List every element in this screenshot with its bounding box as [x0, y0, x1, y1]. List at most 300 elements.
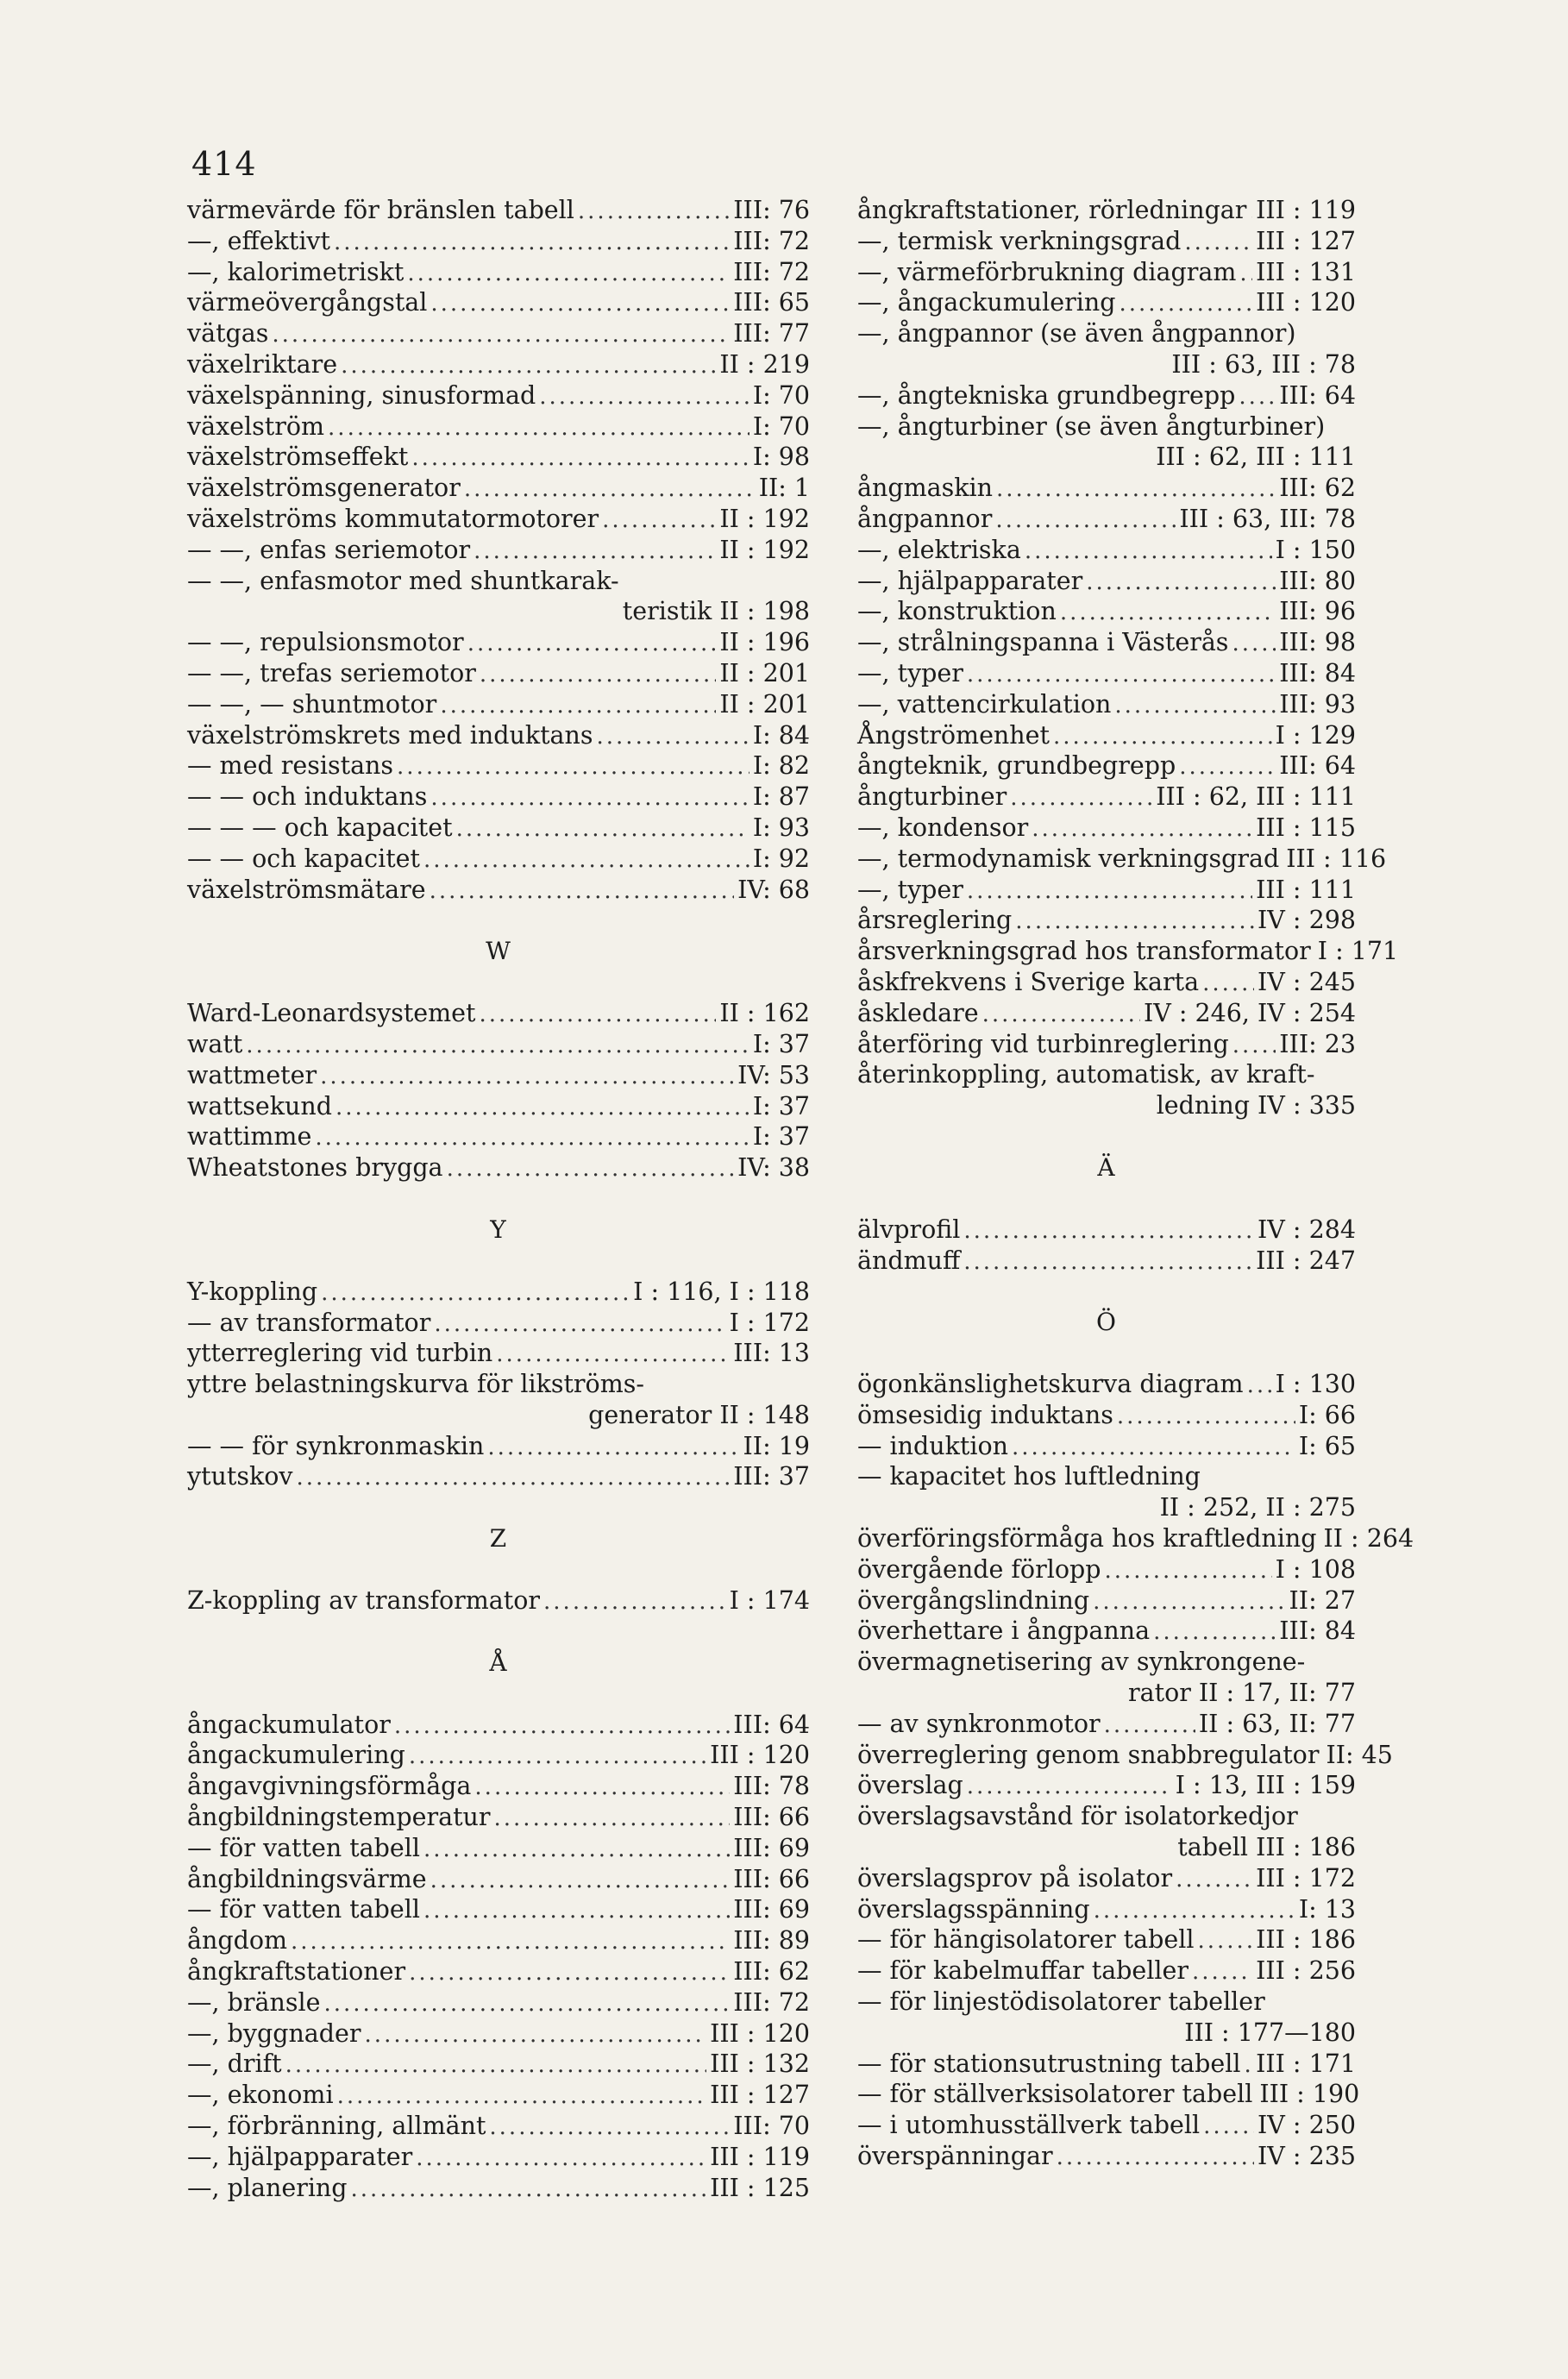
page-reference: III: 69 — [733, 1833, 810, 1862]
index-term: Ward-Leonardsystemet — [187, 999, 476, 1028]
index-term: Y-koppling — [187, 1277, 318, 1306]
index-term: — — och induktans — [187, 782, 428, 812]
page-reference: IV: 53 — [737, 1060, 810, 1089]
page-reference: I : 174 — [729, 1586, 810, 1616]
index-term: — —, enfasmotor med shuntkarak- — [187, 566, 619, 595]
index-entry — [857, 596, 1356, 627]
index-entry — [187, 750, 810, 781]
dot-leader — [1053, 722, 1272, 753]
index-entry — [187, 998, 810, 1029]
index-entry — [857, 535, 1356, 566]
index-term: ångpannor — [857, 504, 993, 533]
index-entry — [857, 411, 1356, 443]
dot-leader — [1015, 907, 1254, 938]
dot-leader — [1086, 568, 1276, 599]
index-entry — [187, 1771, 810, 1802]
index-term: —, kalorimetriskt — [187, 257, 405, 286]
page-number: 414 — [191, 145, 257, 183]
index-term: övermagnetisering av synkrongene- — [857, 1648, 1306, 1677]
index-entry — [857, 905, 1356, 936]
index-entry — [187, 2173, 810, 2204]
dot-leader — [397, 752, 750, 783]
page-reference: III : 115 — [1256, 813, 1356, 842]
page-reference: II : 201 — [719, 658, 810, 687]
index-term: värmeövergångstal — [187, 288, 428, 317]
index-term: —, hjälpapparater — [857, 566, 1083, 595]
dot-leader — [440, 691, 716, 722]
index-entry — [857, 504, 1356, 535]
index-term: årsreglering — [857, 906, 1013, 935]
index-term: överspänningar — [857, 2142, 1053, 2171]
index-term: överslagsavstånd för isolatorkedjor — [857, 1802, 1298, 1831]
index-entry — [857, 875, 1356, 906]
page-reference: I : 171 — [1317, 937, 1399, 966]
index-entry — [857, 226, 1356, 257]
dot-leader — [409, 1742, 706, 1773]
page-reference: III : 131 — [1256, 257, 1356, 286]
dot-leader — [341, 351, 716, 382]
page-reference: I: 87 — [752, 782, 810, 812]
index-term: —, ångturbiner (se även ångturbiner) — [857, 411, 1326, 441]
dot-leader — [1239, 259, 1252, 290]
index-entry — [187, 195, 810, 226]
page-reference: III: 84 — [1279, 658, 1356, 687]
index-term: —, ångtekniska grundbegrepp — [857, 380, 1236, 410]
dot-leader — [496, 1340, 730, 1371]
index-term: ögonkänslighetskurva diagram — [857, 1370, 1244, 1399]
page-reference: III : 172 — [1256, 1863, 1356, 1893]
index-entry — [857, 2141, 1356, 2172]
dot-leader — [430, 1866, 731, 1897]
index-term: — för ställverksisolatorer tabell — [857, 2080, 1253, 2109]
page-reference: III: 65 — [733, 288, 810, 317]
dot-leader — [337, 2081, 707, 2112]
index-term: Wheatstones brygga — [187, 1153, 443, 1183]
index-entry — [857, 257, 1356, 288]
index-term: — för linjestödisolatorer tabeller — [857, 1987, 1265, 2017]
index-entry — [857, 689, 1356, 720]
index-term: växelström — [187, 411, 325, 441]
dot-leader — [1232, 1031, 1276, 1062]
page-reference: III : 247 — [1256, 1246, 1356, 1275]
index-entry — [857, 1461, 1356, 1492]
dot-leader — [1250, 197, 1252, 228]
index-entry-continuation: teristik II : 198 — [622, 597, 810, 626]
page-reference: III: 62 — [1279, 474, 1356, 503]
dot-leader — [995, 505, 1176, 537]
index-entry — [857, 1647, 1356, 1678]
index-entry — [857, 1431, 1356, 1462]
index-entry — [857, 1029, 1356, 1060]
page-reference: I: 70 — [752, 411, 810, 441]
index-term: överslagsprov på isolator — [857, 1863, 1173, 1893]
page-reference: III: 77 — [733, 319, 810, 348]
index-term: ångackumulator — [187, 1710, 391, 1739]
index-entry — [187, 875, 810, 906]
dot-leader — [489, 2112, 730, 2144]
dot-leader — [409, 1958, 730, 1989]
page-reference: III : 120 — [710, 2018, 810, 2048]
page-reference: IV: 68 — [737, 875, 810, 904]
page-reference: I: 70 — [752, 380, 810, 410]
index-term: yttre belastningskurva för likströms- — [187, 1370, 644, 1399]
page-reference: III : 120 — [1256, 288, 1356, 317]
dot-leader — [1025, 537, 1272, 568]
index-term: — induktion — [857, 1431, 1008, 1460]
dot-leader — [480, 1000, 717, 1031]
section-letter-heading: Å — [489, 1648, 508, 1677]
index-entry-continuation: tabell III : 186 — [1177, 1833, 1356, 1862]
index-term: —, förbränning, allmänt — [187, 2112, 486, 2141]
index-entry — [187, 1925, 810, 1956]
index-entry — [187, 535, 810, 566]
dot-leader — [297, 1463, 731, 1494]
index-term: —, kondensor — [857, 813, 1029, 842]
page-reference: II : 63, II: 77 — [1198, 1709, 1356, 1738]
page-reference: II : 201 — [719, 689, 810, 719]
index-term: — —, enfas seriemotor — [187, 535, 471, 564]
index-entry — [857, 2079, 1360, 2110]
page-reference: III : 111 — [1256, 875, 1356, 904]
index-entry — [187, 2142, 810, 2173]
index-term: värmevärde för bränslen tabell — [187, 196, 574, 224]
index-entry-continuation: III : 62, III : 111 — [1156, 443, 1356, 472]
page-reference: III: 93 — [1279, 689, 1356, 719]
dot-leader — [1232, 629, 1276, 660]
index-term: wattmeter — [187, 1060, 317, 1089]
index-entry — [857, 1059, 1356, 1090]
page-reference: II: 1 — [758, 474, 810, 503]
index-entry — [857, 658, 1356, 689]
index-term: älvprofil — [857, 1215, 961, 1244]
dot-leader — [315, 1123, 749, 1154]
dot-leader — [967, 876, 1252, 907]
index-entry — [187, 2049, 810, 2080]
page-reference: III : 119 — [710, 2142, 810, 2171]
section-letter-heading: Ö — [1096, 1308, 1117, 1337]
section-letter-heading: Ä — [1097, 1152, 1116, 1182]
index-entry — [187, 1833, 810, 1864]
page-reference: III: 66 — [733, 1864, 810, 1893]
index-entry — [187, 689, 810, 720]
page-reference: III : 127 — [710, 2081, 810, 2110]
index-entry — [187, 287, 810, 318]
dot-leader — [1239, 382, 1276, 413]
index-term: —, vattencirkulation — [857, 689, 1112, 719]
dot-leader — [1060, 598, 1276, 629]
page-reference: I: 98 — [752, 443, 810, 472]
index-entry — [857, 1863, 1356, 1894]
index-entry — [187, 380, 810, 411]
index-term: vätgas — [187, 319, 269, 348]
dot-leader — [1247, 1371, 1272, 1402]
index-term: —, drift — [187, 2049, 282, 2079]
index-term: återföring vid turbinreglering — [857, 1029, 1229, 1058]
index-entry — [187, 1864, 810, 1895]
index-entry — [187, 720, 810, 751]
dot-leader — [272, 320, 730, 351]
index-term: — i utomhusställverk tabell — [857, 2111, 1201, 2140]
index-entry — [187, 473, 810, 504]
index-term: — för stationsutrustning tabell — [857, 2049, 1241, 2078]
index-entry — [857, 967, 1356, 998]
index-entry-continuation: generator II : 148 — [588, 1400, 810, 1429]
page-reference: IV : 246, IV : 254 — [1143, 998, 1356, 1027]
index-entry — [187, 1308, 810, 1339]
index-term: ändmuff — [857, 1246, 961, 1275]
dot-leader — [1192, 1957, 1252, 1988]
dot-leader — [320, 1062, 734, 1093]
index-entry — [857, 1987, 1356, 2018]
page-reference: III: 89 — [733, 1926, 810, 1955]
page-reference: III: 72 — [733, 1987, 810, 2017]
index-term: ångmaskin — [857, 474, 993, 503]
dot-leader — [1203, 2112, 1254, 2143]
index-entry — [187, 1585, 810, 1616]
index-term: —, bränsle — [187, 1987, 321, 2017]
dot-leader — [1032, 814, 1252, 845]
index-term: —, hjälpapparater — [187, 2142, 413, 2171]
dot-leader — [494, 1804, 731, 1835]
page-reference: I : 150 — [1275, 535, 1356, 564]
index-term: växelströmseffekt — [187, 443, 409, 472]
dot-leader — [543, 1587, 726, 1618]
page-reference: I: 92 — [752, 844, 810, 873]
index-entry — [857, 813, 1356, 844]
index-entry — [857, 1369, 1356, 1400]
index-entry — [857, 1801, 1356, 1832]
index-entry — [857, 318, 1356, 349]
dot-leader — [430, 876, 734, 907]
index-entry — [187, 627, 810, 658]
page-reference: III : 186 — [1256, 1925, 1356, 1955]
dot-leader — [464, 474, 756, 505]
dot-leader — [963, 1216, 1254, 1247]
index-term: Z-koppling av transformator — [187, 1586, 541, 1616]
section-letter-heading: W — [486, 937, 511, 966]
index-entry — [857, 1894, 1356, 1925]
index-entry — [187, 349, 810, 380]
index-term: — —, — shuntmotor — [187, 689, 437, 719]
index-term: åskfrekvens i Sverige karta — [857, 967, 1200, 996]
dot-leader — [285, 2050, 706, 2081]
page-reference: III: 78 — [733, 1772, 810, 1801]
page-reference: III: 64 — [733, 1710, 810, 1739]
index-entry — [187, 813, 810, 844]
dot-leader — [602, 505, 716, 537]
index-term: ångturbiner — [857, 782, 1007, 812]
index-term: — för vatten tabell — [187, 1833, 421, 1862]
index-term: ytutskov — [187, 1462, 293, 1491]
index-entry — [857, 1585, 1356, 1616]
index-term: växelspänning, sinusformad — [187, 380, 536, 410]
index-entry — [187, 1369, 810, 1400]
dot-leader — [1184, 228, 1252, 259]
dot-leader — [434, 1309, 725, 1340]
dot-leader — [1010, 783, 1152, 814]
page-reference: I : 129 — [1275, 720, 1356, 750]
index-term: ångbildningsvärme — [187, 1864, 427, 1893]
index-term: — för hängisolatorer tabell — [857, 1925, 1195, 1955]
page-reference: IV : 298 — [1258, 906, 1356, 935]
page-reference: III: 69 — [733, 1895, 810, 1924]
dot-leader — [1114, 691, 1276, 722]
dot-leader — [365, 2020, 707, 2051]
index-entry — [857, 566, 1356, 597]
dot-leader — [1245, 2050, 1253, 2081]
index-term: växelströmskrets med induktans — [187, 720, 593, 750]
index-term: — av synkronmotor — [857, 1709, 1101, 1738]
index-term: ytterreglering vid turbin — [187, 1339, 493, 1368]
dot-leader — [480, 660, 716, 691]
page-reference: II : 192 — [719, 504, 810, 533]
index-term: —, ekonomi — [187, 2081, 334, 2110]
dot-leader — [411, 443, 749, 474]
page-reference: III : 171 — [1256, 2049, 1356, 2078]
index-entry-continuation: III : 63, III : 78 — [1171, 349, 1356, 379]
dot-leader — [423, 845, 750, 876]
index-entry — [857, 1955, 1356, 1987]
page-reference: III: 62 — [733, 1957, 810, 1987]
section-letter-heading: Y — [490, 1215, 507, 1244]
page-reference: III : 256 — [1256, 1956, 1356, 1986]
page-reference: II : 219 — [719, 349, 810, 379]
index-term: — med resistans — [187, 751, 394, 781]
index-term: —, elektriska — [857, 535, 1021, 564]
index-term: — —, repulsionsmotor — [187, 628, 464, 657]
index-term: övergångslindning — [857, 1585, 1090, 1615]
index-entry — [187, 1740, 810, 1771]
dot-leader — [1057, 2143, 1254, 2174]
dot-leader — [336, 1093, 750, 1124]
page-reference: I: 37 — [752, 1122, 810, 1152]
index-term: växelriktare — [187, 349, 338, 379]
dot-leader — [1104, 1710, 1195, 1742]
index-entry — [187, 1956, 810, 1987]
dot-leader — [334, 228, 730, 259]
page-reference: II : 162 — [719, 999, 810, 1028]
page-reference: I : 130 — [1275, 1370, 1356, 1399]
index-term: —, ångackumulering — [857, 288, 1116, 317]
dot-leader — [291, 1927, 730, 1958]
dot-leader — [467, 629, 717, 660]
index-term: ångbildningstemperatur — [187, 1803, 491, 1832]
dot-leader — [597, 722, 750, 753]
index-term: —, termisk verkningsgrad — [857, 226, 1182, 255]
index-term: — av transformator — [187, 1308, 431, 1337]
page-reference: I : 172 — [729, 1308, 810, 1337]
index-term: överreglering genom snabbregulator — [857, 1740, 1320, 1769]
index-term: överslagsspänning — [857, 1894, 1090, 1924]
page-reference: II : 192 — [719, 535, 810, 564]
index-term: wattimme — [187, 1122, 312, 1152]
page-reference: III : 132 — [710, 2049, 810, 2079]
page-reference: III: 96 — [1279, 597, 1356, 626]
dot-leader — [1094, 1896, 1295, 1927]
page-reference: III : 127 — [1256, 226, 1356, 255]
index-term: —, effektivt — [187, 226, 330, 255]
index-entry — [187, 1894, 810, 1925]
index-term: watt — [187, 1029, 243, 1058]
index-term: —, strålningspanna i Västerås — [857, 628, 1229, 657]
page-reference: II : 196 — [719, 628, 810, 657]
index-term: ångteknik, grundbegrepp — [857, 751, 1176, 781]
index-entry — [187, 411, 810, 443]
dot-leader — [456, 814, 750, 845]
dot-leader — [1179, 752, 1276, 783]
index-entry — [187, 1431, 810, 1462]
dot-leader — [447, 1154, 735, 1185]
index-entry — [857, 781, 1356, 813]
page-reference: I : 116, I : 118 — [633, 1277, 810, 1306]
dot-leader — [474, 537, 716, 568]
index-term: — — — och kapacitet — [187, 813, 453, 842]
page-reference: III: 70 — [733, 2112, 810, 2141]
index-term: — — och kapacitet — [187, 844, 420, 873]
index-entry — [187, 2111, 810, 2142]
index-entry — [857, 1246, 1356, 1277]
index-term: ångackumulering — [187, 1741, 405, 1770]
page-reference: IV: 38 — [737, 1153, 810, 1183]
index-term: ångkraftstationer — [187, 1957, 406, 1987]
index-term: —, konstruktion — [857, 597, 1057, 626]
dot-leader — [423, 1835, 730, 1866]
page-reference: III: 64 — [1279, 751, 1356, 781]
index-term: — — för synkronmaskin — [187, 1431, 485, 1460]
index-entry — [187, 781, 810, 813]
page-reference: III : 62, III : 111 — [1156, 782, 1356, 812]
page-reference: III: 84 — [1279, 1616, 1356, 1646]
page-reference: II: 19 — [743, 1431, 810, 1460]
dot-leader — [328, 413, 750, 444]
page-reference: I : 13, III : 159 — [1175, 1771, 1356, 1800]
index-entry — [187, 318, 810, 349]
index-term: växelströmsgenerator — [187, 474, 461, 503]
page-reference: III: 72 — [733, 257, 810, 286]
page-reference: IV : 284 — [1258, 1215, 1356, 1244]
page-reference: I: 37 — [752, 1029, 810, 1058]
dot-leader — [1197, 1926, 1252, 1957]
index-entry — [187, 1121, 810, 1152]
page-reference: III: 76 — [733, 196, 810, 224]
dot-leader — [1176, 1865, 1252, 1896]
section-letter-heading: Z — [489, 1524, 508, 1554]
index-entry — [857, 1616, 1356, 1647]
index-term: ångkraftstationer, rörledningar — [857, 196, 1247, 224]
dot-leader — [351, 2175, 707, 2206]
index-term: — —, trefas seriemotor — [187, 658, 476, 687]
index-entry — [857, 1770, 1356, 1801]
index-entry — [187, 1029, 810, 1060]
page-reference: I: 37 — [752, 1091, 810, 1120]
index-term: växelströmsmätare — [187, 875, 426, 904]
index-term: — för vatten tabell — [187, 1895, 421, 1924]
index-term: —, typer — [857, 658, 963, 687]
page-reference: III : 119 — [1256, 196, 1356, 224]
index-term: —, typer — [857, 875, 963, 904]
index-entry — [857, 936, 1399, 967]
dot-leader — [423, 1896, 730, 1927]
dot-leader — [430, 783, 749, 814]
dot-leader — [1202, 969, 1254, 1000]
index-column-right — [857, 195, 1414, 2172]
dot-leader — [578, 197, 730, 228]
index-term: överslag — [857, 1771, 963, 1800]
index-entry — [857, 998, 1356, 1029]
page-reference: IV : 245 — [1258, 967, 1356, 996]
index-entry — [187, 1338, 810, 1369]
index-entry — [187, 1802, 810, 1833]
